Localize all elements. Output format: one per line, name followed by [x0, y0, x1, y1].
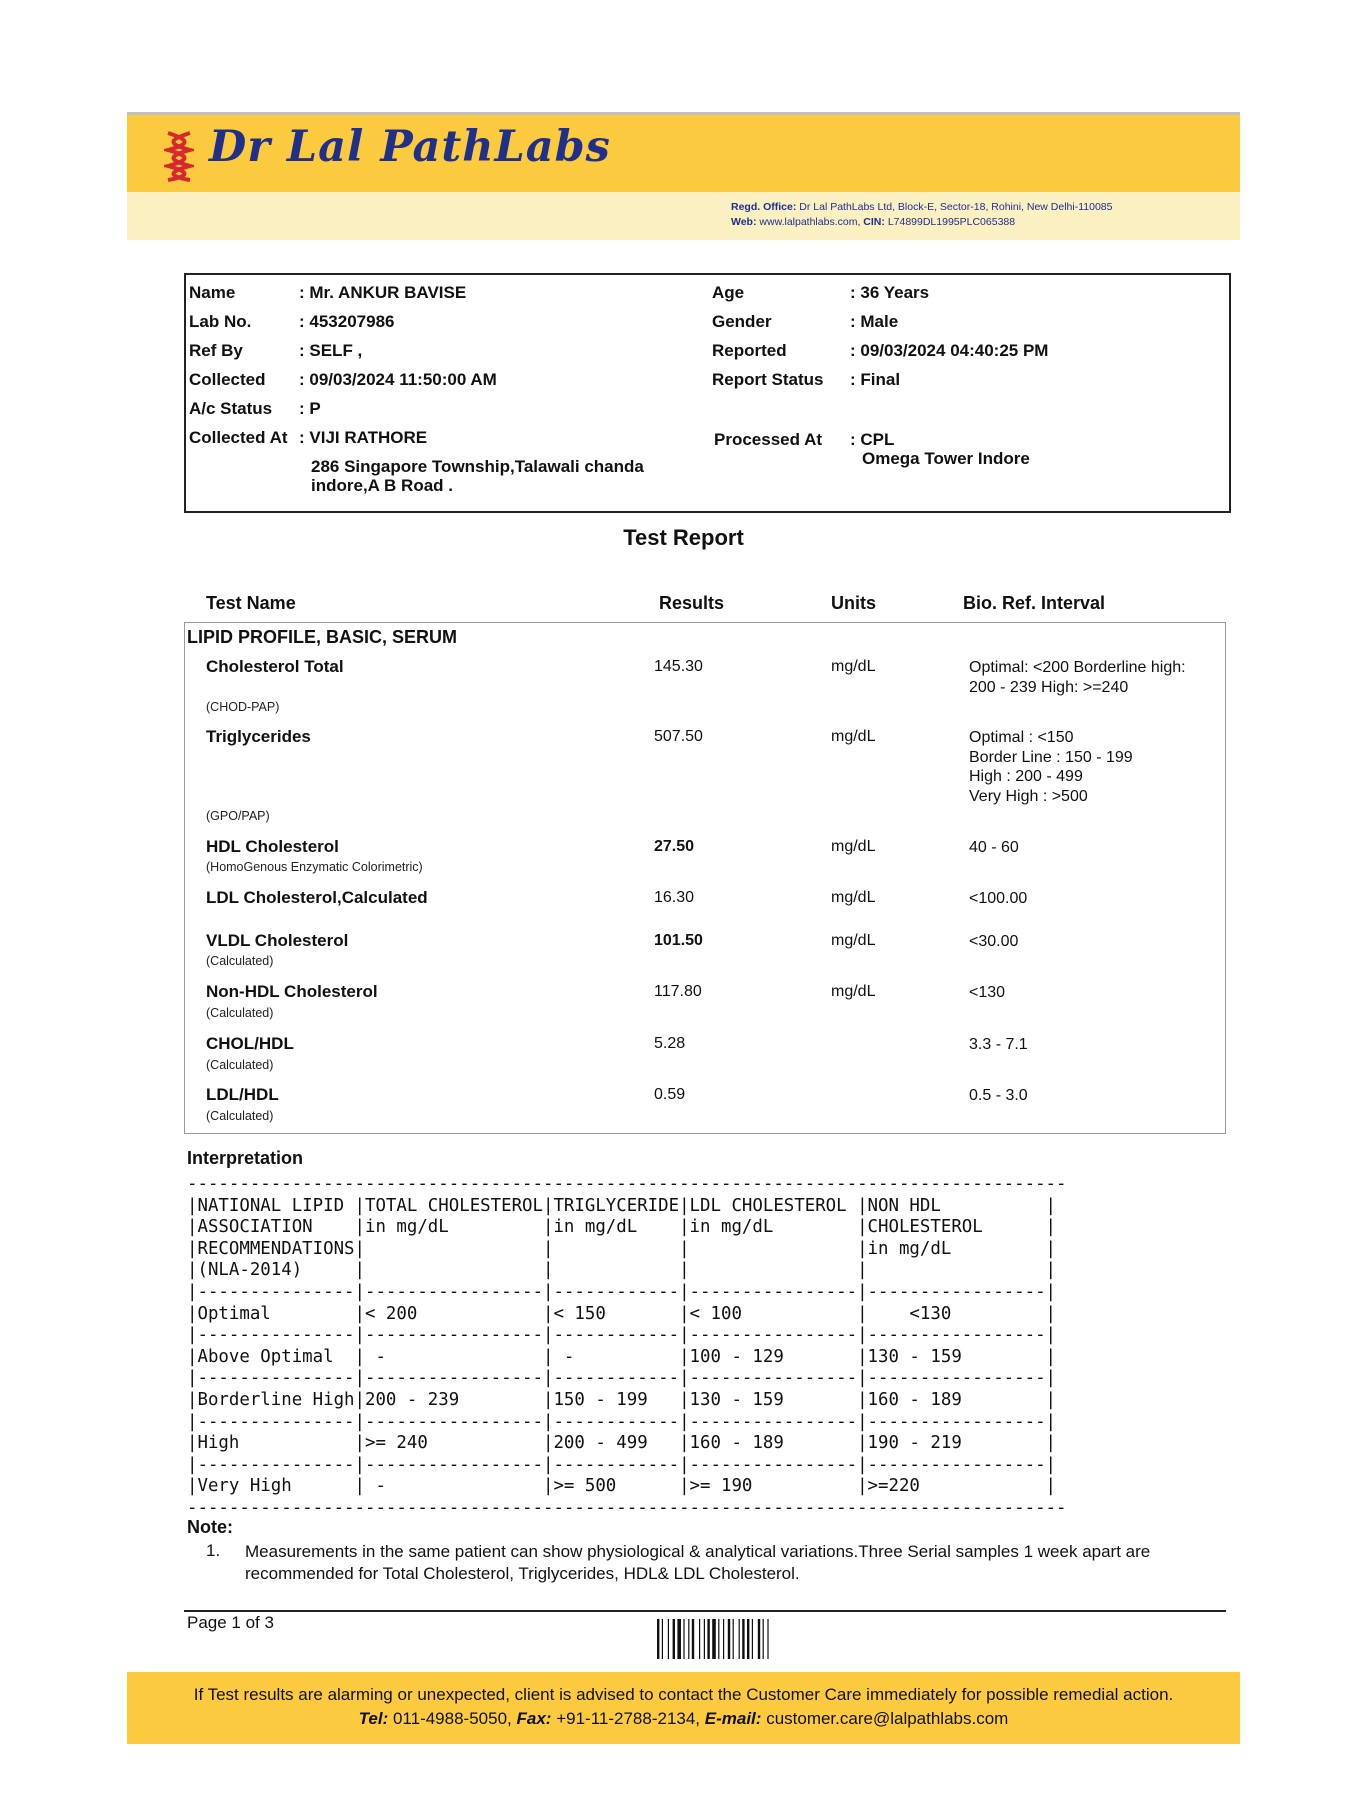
- tel-label: Tel:: [358, 1709, 389, 1728]
- section-title: LIPID PROFILE, BASIC, SERUM: [187, 627, 458, 647]
- tel-value: 011-4988-5050,: [392, 1709, 512, 1728]
- barcode-bar: [742, 1619, 744, 1659]
- lab-no-label: Lab No.: [189, 312, 252, 331]
- ref-by-label: Ref By: [189, 341, 243, 360]
- fax-value: +91-11-2788-2134,: [556, 1709, 701, 1728]
- footer-divider: [184, 1610, 1226, 1612]
- ref-line: <100.00: [969, 890, 1028, 907]
- results-table: [184, 622, 1226, 1134]
- barcode: [657, 1619, 817, 1659]
- barcode-bar: [712, 1619, 716, 1659]
- test-name: Cholesterol Total: [206, 657, 344, 676]
- test-method: (HomoGenous Enzymatic Colorimetric): [206, 860, 423, 874]
- test-method: (Calculated): [206, 954, 274, 968]
- ref-line: Optimal: <200 Borderline high:: [969, 659, 1186, 676]
- test-name: CHOL/HDL: [206, 1034, 294, 1053]
- barcode-bar: [707, 1619, 709, 1659]
- col-header-ref-interval: Bio. Ref. Interval: [963, 593, 1106, 613]
- test-method: (CHOD-PAP): [206, 700, 280, 714]
- barcode-bar: [752, 1619, 753, 1659]
- test-unit: mg/dL: [831, 889, 876, 906]
- barcode-bar: [683, 1619, 684, 1659]
- barcode-bar: [657, 1619, 659, 1659]
- nla-recommendations-table: ------------------------------------------------------------------------------------ |NATIONAL LIPID |TOTAL CHOLESTEROL|TRIGLYCERIDE|LDL CHOLESTEROL |NON HDL | |ASSOCIATION |in mg/dL |in mg/dL |in mg/dL |CHOLESTEROL | |RECOMMENDATIONS| | | |in mg/dL | |(NLA-2014) | | | | | |---------------|-----------------|------------|----------------|-----------------| |Optimal |< 200 |< 150 |< 100 | <130 | |---------------|-----------------|------------|----------------|-----------------| |Above Optimal | - | - |100 - 129 |130 - 159 | |---------------|-----------------|------------|----------------|-----------------| |Borderline High|200 - 239 |150 - 199 |130 - 159 |160 - 189 | |---------------|-----------------|------------|----------------|-----------------| |High |>= 240 |200 - 499 |160 - 189 |190 - 219 | |---------------|-----------------|------------|----------------|-----------------| |Very High | - |>= 500 |>= 190 |>=220 | ------------------------------------------------------------------------------------: [187, 1174, 1067, 1518]
- registered-office: [731, 200, 1112, 230]
- report-page: [127, 112, 1240, 1744]
- test-result: 0.59: [654, 1086, 686, 1103]
- ref-by-value: : SELF ,: [299, 341, 363, 360]
- test-result: 5.28: [654, 1035, 686, 1052]
- barcode-bar: [673, 1619, 675, 1659]
- barcode-bar: [728, 1619, 730, 1659]
- test-method: (Calculated): [206, 1058, 274, 1072]
- test-ref-interval: [969, 728, 1219, 806]
- col-header-results: Results: [659, 593, 725, 613]
- test-unit: mg/dL: [831, 728, 876, 745]
- test-unit: mg/dL: [831, 838, 876, 855]
- brand-logo: Dr Lal PathLabs: [209, 122, 611, 172]
- customer-care-footer: [127, 1672, 1240, 1744]
- barcode-bar: [718, 1619, 719, 1659]
- dna-logo-icon: [164, 130, 194, 182]
- ac-status-label: A/c Status: [189, 399, 273, 418]
- web-text: www.lalpathlabs.com,: [759, 216, 861, 228]
- ref-line: 3.3 - 7.1: [969, 1036, 1028, 1053]
- barcode-bar: [692, 1619, 694, 1659]
- col-header-units: Units: [831, 593, 876, 613]
- test-ref-interval: [969, 658, 1219, 697]
- barcode-bar: [723, 1619, 724, 1659]
- test-ref-interval: [969, 1035, 1219, 1055]
- test-ref-interval: [969, 1086, 1219, 1106]
- page-number: Page 1 of 3: [187, 1613, 274, 1632]
- cin-label: CIN:: [863, 216, 885, 228]
- test-name: VLDL Cholesterol: [206, 931, 349, 950]
- lab-no-value: : 453207986: [299, 312, 395, 331]
- test-name: LDL/HDL: [206, 1085, 279, 1104]
- ref-line: Very High : >500: [969, 787, 1088, 805]
- collected-at-label: Collected At: [189, 428, 288, 447]
- collected-value: : 09/03/2024 11:50:00 AM: [299, 370, 497, 389]
- collected-label: Collected: [189, 370, 266, 389]
- test-result: 101.50: [654, 932, 703, 949]
- ref-line: Border Line : 150 - 199: [969, 748, 1133, 766]
- barcode-bar: [733, 1619, 734, 1659]
- gender-value: : Male: [850, 312, 899, 331]
- ref-line: 40 - 60: [969, 839, 1019, 856]
- note-title: Note:: [187, 1517, 233, 1537]
- ref-line: Optimal : <150: [969, 729, 1074, 746]
- fax-label: Fax:: [516, 1709, 552, 1728]
- processed-at-label: Processed At: [714, 430, 823, 449]
- web-label: Web:: [731, 216, 757, 228]
- alert-message: If Test results are alarming or unexpected, client is advised to contact the Customer Care immediately for possible remedial action.: [193, 1685, 1174, 1704]
- barcode-bar: [662, 1619, 663, 1659]
- test-unit: mg/dL: [831, 658, 876, 675]
- processed-at-location: Omega Tower Indore: [862, 449, 1030, 468]
- ref-line: <30.00: [969, 933, 1019, 950]
- regd-label: Regd. Office:: [731, 201, 797, 213]
- regd-text: Dr Lal PathLabs Ltd, Block-E, Sector-18, Rohini, New Delhi-110085: [799, 201, 1113, 213]
- report-title: Test Report: [623, 525, 744, 550]
- test-method: (Calculated): [206, 1109, 274, 1123]
- address-line-2: indore,A B Road .: [311, 476, 453, 495]
- test-ref-interval: [969, 932, 1219, 952]
- test-name: LDL Cholesterol,Calculated: [206, 888, 428, 907]
- barcode-bar: [704, 1619, 705, 1659]
- barcode-bar: [767, 1619, 768, 1659]
- test-ref-interval: [969, 983, 1219, 1003]
- barcode-bar: [688, 1619, 689, 1659]
- test-name: Triglycerides: [206, 727, 311, 746]
- test-result: 16.30: [654, 889, 695, 906]
- ref-line: 200 - 239 High: >=240: [969, 678, 1129, 696]
- address-line-1: 286 Singapore Township,Talawali chanda: [311, 457, 644, 476]
- test-method: (GPO/PAP): [206, 809, 270, 823]
- test-result: 27.50: [654, 838, 695, 855]
- ref-line: <130: [969, 984, 1006, 1001]
- ref-line: High : 200 - 499: [969, 768, 1083, 785]
- collected-at-value: : VIJI RATHORE: [299, 428, 428, 447]
- test-result: 145.30: [654, 658, 703, 675]
- test-ref-interval: [969, 889, 1219, 909]
- barcode-bar: [747, 1619, 749, 1659]
- test-name: Non-HDL Cholesterol: [206, 982, 378, 1001]
- letterhead-top-line: [127, 112, 1240, 115]
- cin-text: L74899DL1995PLC065388: [887, 216, 1016, 228]
- interpretation-title: Interpretation: [187, 1148, 304, 1168]
- barcode-bar: [758, 1619, 760, 1659]
- test-unit: mg/dL: [831, 932, 876, 949]
- report-status-label: Report Status: [712, 370, 824, 389]
- note-number: 1.: [206, 1541, 221, 1560]
- barcode-bar: [699, 1619, 700, 1659]
- barcode-bar: [763, 1619, 764, 1659]
- name-label: Name: [189, 283, 236, 302]
- test-name: HDL Cholesterol: [206, 837, 339, 856]
- note-text: Measurements in the same patient can show physiological & analytical variations.Three Serial samples 1 week apart are recommended for Total Cholesterol, Triglycerides, HDL& LDL Cholesterol.: [245, 1542, 1151, 1583]
- name-value: : Mr. ANKUR BAVISE: [299, 283, 467, 302]
- ac-status-value: : P: [299, 399, 321, 418]
- reported-value: : 09/03/2024 04:40:25 PM: [850, 341, 1049, 360]
- test-unit: mg/dL: [831, 983, 876, 1000]
- reported-label: Reported: [712, 341, 787, 360]
- email-link[interactable]: customer.care@lalpathlabs.com: [766, 1709, 1009, 1728]
- barcode-bar: [677, 1619, 681, 1659]
- letterhead: [127, 112, 1240, 240]
- processed-at-value: : CPL: [850, 430, 895, 449]
- email-label: E-mail:: [704, 1709, 762, 1728]
- gender-label: Gender: [712, 312, 772, 331]
- patient-details-box: [184, 273, 1231, 513]
- age-label: Age: [712, 283, 745, 302]
- test-ref-interval: [969, 838, 1219, 858]
- barcode-bar: [668, 1619, 669, 1659]
- ref-line: 0.5 - 3.0: [969, 1087, 1028, 1104]
- test-result: 117.80: [654, 983, 702, 1000]
- contact-line: [127, 1709, 1240, 1729]
- barcode-bar: [739, 1619, 740, 1659]
- test-result: 507.50: [654, 728, 703, 745]
- test-method: (Calculated): [206, 1006, 274, 1020]
- report-status-value: : Final: [850, 370, 901, 389]
- col-header-test-name: Test Name: [206, 593, 296, 613]
- age-value: : 36 Years: [850, 283, 930, 302]
